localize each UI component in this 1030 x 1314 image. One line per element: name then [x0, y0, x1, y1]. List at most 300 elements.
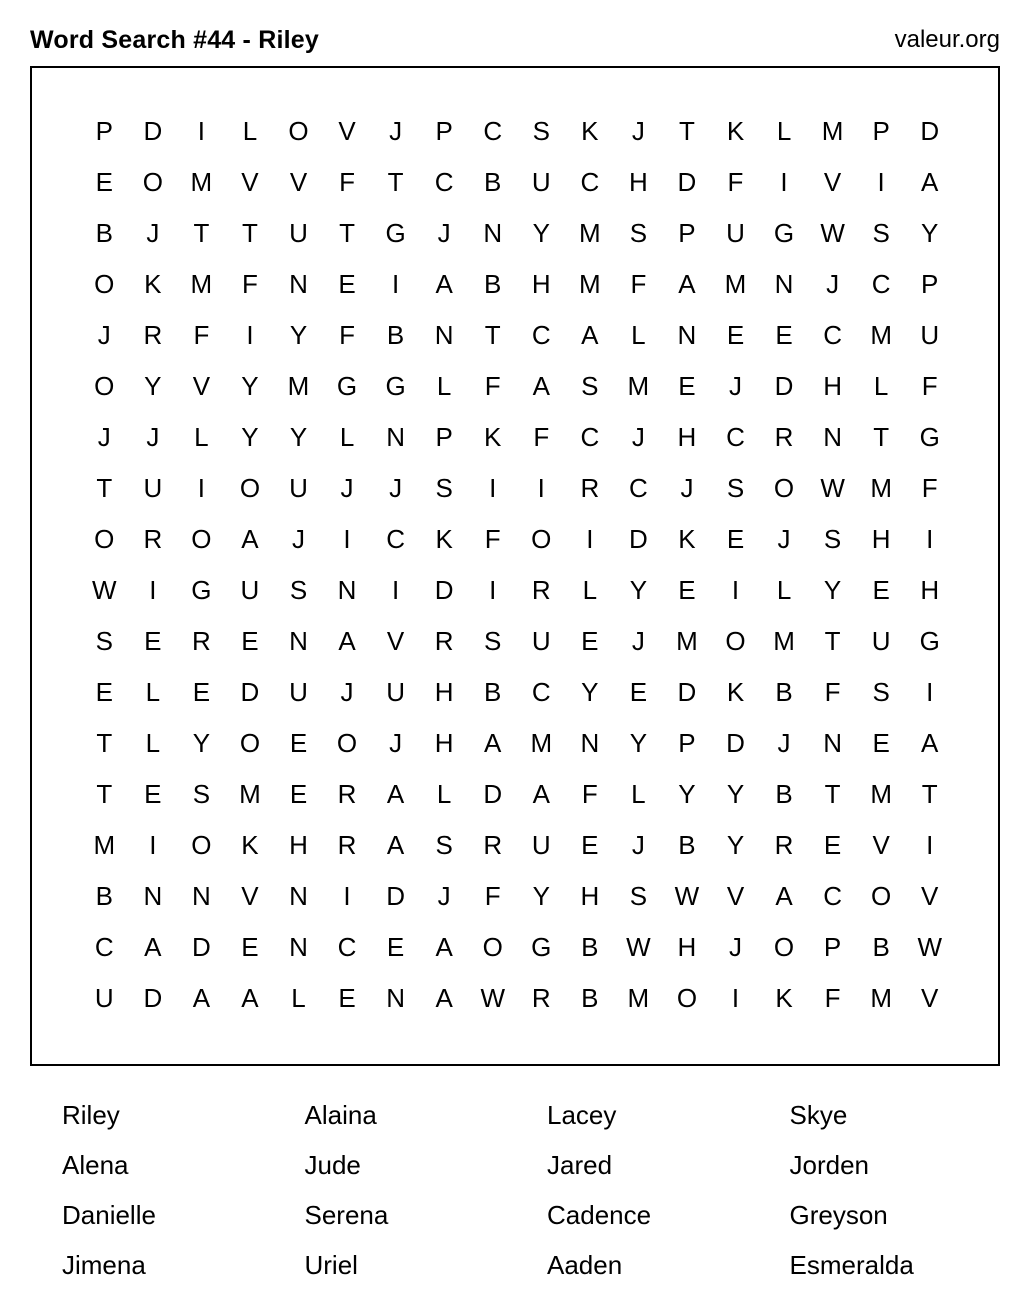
grid-cell: P [921, 269, 939, 299]
grid-cell: L [242, 116, 258, 146]
grid-cell: D [191, 932, 211, 962]
grid-cell: Y [921, 218, 939, 248]
grid-cell: N [289, 881, 308, 911]
grid-cell: I [246, 320, 254, 350]
grid-cell: F [241, 269, 258, 299]
grid-cell: D [677, 167, 697, 197]
grid-cell: J [777, 524, 791, 554]
grid-cell: I [391, 269, 400, 299]
word-list-item: Alaina [304, 1100, 377, 1130]
grid-cell: A [386, 779, 405, 809]
word-list-item: Jorden [789, 1150, 869, 1180]
grid-cell: O [773, 932, 795, 962]
grid-cell: B [95, 881, 113, 911]
grid-cell: A [241, 524, 259, 554]
grid-cell: E [241, 932, 259, 962]
grid-cell: N [483, 218, 503, 248]
grid-cell: E [289, 779, 308, 809]
word-list-item: Skye [789, 1100, 848, 1130]
grid-cell: J [631, 626, 645, 656]
grid-cell: T [824, 779, 841, 809]
grid-cell: N [289, 626, 308, 656]
grid-cell: I [391, 575, 400, 605]
grid-cell: F [824, 677, 841, 707]
grid-cell: G [191, 575, 212, 605]
grid-cell: Y [581, 677, 599, 707]
grid-cell: S [435, 830, 453, 860]
grid-cell: W [480, 983, 505, 1013]
grid-cell: R [531, 983, 551, 1013]
grid-cell: I [926, 524, 934, 554]
grid-cell: D [726, 728, 745, 758]
grid-cell: O [725, 626, 746, 656]
grid-cell: A [775, 881, 793, 911]
grid-cell: I [537, 473, 545, 503]
grid-cell: S [872, 218, 890, 248]
grid-cell: K [775, 983, 793, 1013]
letter-grid [80, 106, 954, 1024]
grid-cell: M [627, 983, 650, 1013]
grid-cell: L [339, 422, 355, 452]
grid-cell: O [239, 473, 261, 503]
grid-cell: E [95, 677, 113, 707]
grid-cell: J [291, 524, 305, 554]
grid-cell: E [338, 269, 356, 299]
grid-cell: C [580, 167, 600, 197]
grid-cell: C [386, 524, 405, 554]
grid-cell: T [193, 218, 210, 248]
grid-cell: R [434, 626, 454, 656]
grid-cell: Y [678, 779, 696, 809]
grid-cell: T [678, 116, 695, 146]
grid-cell: A [144, 932, 162, 962]
grid-cell: L [631, 779, 646, 809]
grid-cell: E [872, 728, 890, 758]
grid-cell: T [96, 473, 113, 503]
grid-cell: D [774, 371, 794, 401]
grid-cell: C [580, 422, 600, 452]
grid-cell: M [93, 830, 116, 860]
grid-cell: G [336, 371, 358, 401]
grid-cell: U [94, 983, 114, 1013]
grid-cell: U [386, 677, 405, 707]
grid-cell: Y [726, 830, 745, 860]
word-list-item: Jimena [62, 1250, 146, 1280]
grid-cell: G [385, 371, 406, 401]
grid-cell: W [626, 932, 651, 962]
grid-cell: J [826, 269, 840, 299]
word-list-item: Esmeralda [789, 1250, 914, 1280]
grid-cell: O [94, 269, 115, 299]
grid-cell: E [823, 830, 842, 860]
word-list-item: Greyson [789, 1200, 888, 1230]
grid-cell: E [581, 830, 599, 860]
grid-cell: O [871, 881, 892, 911]
grid-cell: N [386, 983, 405, 1013]
grid-cell: F [824, 983, 841, 1013]
grid-cell: J [97, 320, 111, 350]
grid-cell: C [434, 167, 454, 197]
grid-cell: E [338, 983, 356, 1013]
grid-cell: I [197, 473, 205, 503]
grid-cell: H [871, 524, 891, 554]
grid-cell: Y [629, 575, 648, 605]
grid-cell: L [145, 728, 161, 758]
word-list-item: Riley [62, 1100, 120, 1130]
grid-cell: J [680, 473, 694, 503]
grid-cell: H [289, 830, 308, 860]
grid-cell: U [289, 473, 308, 503]
grid-cell: E [872, 575, 890, 605]
grid-cell: M [530, 728, 553, 758]
grid-cell: L [873, 371, 889, 401]
grid-cell: V [872, 830, 890, 860]
grid-cell: W [820, 473, 845, 503]
grid-cell: U [871, 626, 891, 656]
grid-cell: O [94, 371, 115, 401]
grid-cell: N [191, 881, 211, 911]
grid-cell: J [631, 830, 645, 860]
grid-cell: V [241, 881, 259, 911]
grid-cell: T [96, 728, 113, 758]
grid-cell: M [676, 626, 698, 656]
grid-cell: M [773, 626, 795, 656]
puzzle-grid-container [30, 66, 1000, 1066]
grid-cell: I [149, 830, 157, 860]
grid-cell: V [241, 167, 259, 197]
grid-cell: B [581, 983, 599, 1013]
grid-cell: F [581, 779, 598, 809]
grid-cell: R [191, 626, 211, 656]
grid-cell: V [823, 167, 842, 197]
grid-cell: S [726, 473, 745, 503]
grid-cell: J [389, 473, 403, 503]
grid-cell: N [774, 269, 794, 299]
page-header [30, 22, 1000, 58]
word-list [30, 1090, 1000, 1290]
grid-cell: S [289, 575, 308, 605]
grid-cell: J [437, 881, 451, 911]
grid-cell: L [582, 575, 598, 605]
grid-cell: H [677, 932, 697, 962]
grid-cell: B [775, 779, 793, 809]
grid-cell: I [489, 575, 497, 605]
word-list-item: Alena [62, 1150, 129, 1180]
grid-cell: O [142, 167, 163, 197]
grid-cell: F [484, 524, 501, 554]
grid-cell: A [192, 983, 211, 1013]
grid-cell: O [531, 524, 552, 554]
grid-cell: H [434, 728, 454, 758]
grid-cell: F [921, 473, 938, 503]
grid-cell: U [726, 218, 745, 248]
word-list-item: Aaden [547, 1250, 623, 1280]
grid-cell: C [628, 473, 648, 503]
grid-cell: J [777, 728, 791, 758]
grid-cell: N [823, 422, 842, 452]
grid-cell: M [627, 371, 650, 401]
grid-cell: Y [532, 881, 550, 911]
grid-cell: P [435, 422, 453, 452]
grid-cell: M [870, 473, 892, 503]
grid-cell: Y [289, 422, 308, 452]
grid-cell: J [146, 218, 160, 248]
grid-cell: U [531, 167, 551, 197]
grid-cell: S [435, 473, 453, 503]
grid-cell: M [239, 779, 261, 809]
grid-cell: J [389, 116, 403, 146]
grid-cell: C [823, 881, 842, 911]
grid-cell: J [631, 422, 645, 452]
grid-cell: S [484, 626, 502, 656]
grid-cell: K [678, 524, 696, 554]
grid-cell: B [484, 167, 502, 197]
grid-cell: I [731, 575, 740, 605]
grid-cell: J [146, 422, 160, 452]
grid-cell: A [532, 371, 550, 401]
grid-cell: Y [823, 575, 842, 605]
word-list-item: Danielle [62, 1200, 156, 1230]
grid-cell: N [434, 320, 454, 350]
grid-cell: I [926, 677, 934, 707]
grid-cell: L [194, 422, 209, 452]
grid-cell: D [434, 575, 454, 605]
grid-cell: D [920, 116, 940, 146]
grid-cell: T [241, 218, 258, 248]
grid-cell: T [484, 320, 501, 350]
grid-cell: D [483, 779, 503, 809]
word-list-item: Jared [547, 1150, 613, 1180]
grid-cell: E [95, 167, 113, 197]
grid-cell: W [674, 881, 700, 911]
grid-cell: U [531, 626, 551, 656]
grid-cell: M [578, 218, 601, 248]
grid-cell: J [389, 728, 403, 758]
grid-cell: R [143, 320, 163, 350]
grid-cell: M [190, 167, 213, 197]
grid-cell: T [96, 779, 113, 809]
grid-cell: U [289, 677, 308, 707]
grid-cell: M [190, 269, 213, 299]
grid-cell: M [870, 983, 892, 1013]
grid-cell: B [386, 320, 405, 350]
grid-cell: C [531, 320, 551, 350]
grid-cell: E [581, 626, 599, 656]
grid-cell: L [631, 320, 646, 350]
grid-cell: A [435, 983, 453, 1013]
grid-cell: F [193, 320, 210, 350]
grid-cell: G [385, 218, 406, 248]
grid-cell: A [921, 728, 939, 758]
grid-cell: F [484, 881, 501, 911]
grid-cell: N [823, 728, 842, 758]
grid-cell: G [531, 932, 552, 962]
site-name: valeur.org [894, 26, 1000, 53]
grid-cell: P [678, 218, 696, 248]
grid-cell: P [872, 116, 890, 146]
grid-cell: B [678, 830, 696, 860]
grid-cell: K [435, 524, 453, 554]
grid-cell: A [678, 269, 696, 299]
grid-cell: E [775, 320, 793, 350]
grid-cell: B [484, 269, 502, 299]
grid-cell: V [726, 881, 745, 911]
grid-cell: Y [241, 422, 259, 452]
grid-cell: V [921, 983, 939, 1013]
grid-cell: C [726, 422, 745, 452]
grid-cell: N [386, 422, 405, 452]
grid-cell: E [386, 932, 405, 962]
grid-cell: S [629, 218, 648, 248]
grid-cell: R [774, 830, 794, 860]
grid-cell: U [143, 473, 163, 503]
grid-cell: I [877, 167, 885, 197]
grid-cell: J [437, 218, 451, 248]
grid-cell: C [94, 932, 114, 962]
grid-cell: V [289, 167, 308, 197]
word-list-item: Cadence [547, 1200, 652, 1230]
grid-cell: J [340, 473, 354, 503]
grid-cell: E [144, 779, 162, 809]
grid-cell: H [434, 677, 454, 707]
grid-cell: V [921, 881, 939, 911]
grid-cell: A [435, 269, 453, 299]
grid-cell: C [823, 320, 842, 350]
grid-cell: A [921, 167, 939, 197]
grid-cell: M [870, 779, 892, 809]
grid-cell: K [581, 116, 599, 146]
grid-cell: I [586, 524, 594, 554]
grid-cell: O [191, 830, 212, 860]
grid-cell: I [926, 830, 934, 860]
grid-cell: S [872, 677, 890, 707]
grid-cell: R [337, 779, 357, 809]
grid-cell: W [92, 575, 117, 605]
grid-cell: P [823, 932, 842, 962]
grid-cell: B [95, 218, 113, 248]
grid-cell: A [338, 626, 356, 656]
grid-cell: R [337, 830, 357, 860]
grid-cell: L [145, 677, 161, 707]
grid-cell: F [921, 371, 938, 401]
grid-cell: C [337, 932, 357, 962]
grid-cell: G [773, 218, 795, 248]
grid-cell: L [436, 371, 452, 401]
grid-cell: K [726, 116, 745, 146]
grid-cell: S [532, 116, 550, 146]
grid-cell: L [776, 575, 792, 605]
grid-cell: K [726, 677, 745, 707]
grid-cell: Y [241, 371, 259, 401]
grid-cell: L [436, 779, 452, 809]
grid-cell: O [239, 728, 261, 758]
grid-cell: A [484, 728, 502, 758]
grid-cell: I [489, 473, 497, 503]
grid-cell: M [578, 269, 601, 299]
word-list-item: Jude [304, 1150, 361, 1180]
grid-cell: J [631, 116, 645, 146]
grid-cell: Y [532, 218, 550, 248]
grid-cell: P [435, 116, 453, 146]
grid-cell: N [677, 320, 697, 350]
grid-cell: T [339, 218, 355, 248]
word-list-item: Lacey [547, 1100, 617, 1130]
grid-cell: E [726, 320, 745, 350]
grid-cell: E [144, 626, 162, 656]
grid-cell: T [387, 167, 404, 197]
grid-cell: H [531, 269, 551, 299]
grid-cell: U [531, 830, 551, 860]
grid-cell: F [533, 422, 550, 452]
grid-cell: P [95, 116, 113, 146]
grid-cell: I [197, 116, 205, 146]
grid-cell: S [192, 779, 211, 809]
grid-cell: H [677, 422, 697, 452]
grid-cell: D [677, 677, 697, 707]
grid-cell: S [629, 881, 648, 911]
grid-cell: E [629, 677, 648, 707]
grid-cell: B [581, 932, 599, 962]
word-list-item: Uriel [304, 1250, 358, 1280]
grid-cell: A [241, 983, 259, 1013]
grid-cell: C [531, 677, 551, 707]
grid-cell: R [531, 575, 551, 605]
grid-cell: D [240, 677, 260, 707]
grid-cell: U [289, 218, 308, 248]
grid-cell: H [823, 371, 842, 401]
grid-cell: E [192, 677, 211, 707]
grid-cell: H [580, 881, 600, 911]
grid-cell: Y [629, 728, 648, 758]
grid-cell: I [780, 167, 788, 197]
grid-cell: U [920, 320, 940, 350]
grid-cell: D [628, 524, 648, 554]
grid-cell: B [872, 932, 890, 962]
grid-cell: T [921, 779, 938, 809]
grid-cell: J [97, 422, 111, 452]
grid-cell: B [484, 677, 502, 707]
grid-cell: K [144, 269, 162, 299]
grid-cell: S [581, 371, 599, 401]
grid-cell: E [241, 626, 259, 656]
grid-cell: V [192, 371, 211, 401]
grid-cell: A [386, 830, 405, 860]
grid-cell: Y [289, 320, 308, 350]
grid-cell: I [731, 983, 740, 1013]
grid-cell: F [630, 269, 647, 299]
grid-cell: T [873, 422, 890, 452]
grid-cell: N [289, 269, 308, 299]
grid-cell: C [871, 269, 891, 299]
grid-cell: R [143, 524, 163, 554]
grid-cell: F [339, 167, 355, 197]
grid-cell: E [726, 524, 745, 554]
grid-cell: A [435, 932, 453, 962]
grid-cell: M [821, 116, 844, 146]
page-title: Word Search #44 - Riley [30, 25, 319, 54]
grid-cell: M [870, 320, 892, 350]
grid-cell: C [483, 116, 503, 146]
grid-cell: M [287, 371, 310, 401]
grid-cell: G [919, 626, 940, 656]
grid-cell: J [340, 677, 354, 707]
grid-cell: L [776, 116, 792, 146]
grid-cell: O [288, 116, 309, 146]
grid-cell: J [728, 371, 742, 401]
grid-cell: D [386, 881, 405, 911]
grid-cell: M [724, 269, 747, 299]
grid-cell: O [191, 524, 212, 554]
